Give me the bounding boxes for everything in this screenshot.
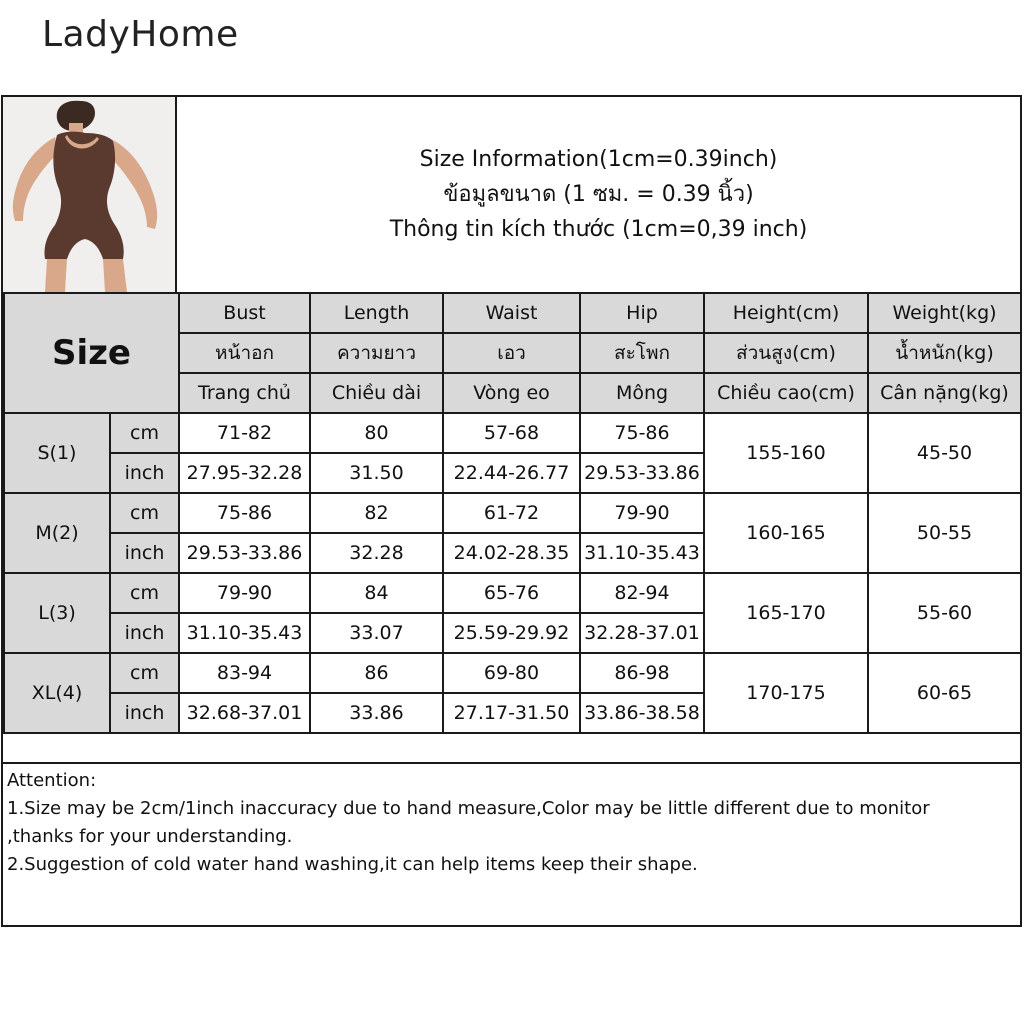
- title-thai: ข้อมูลขนาด (1 ซม. = 0.39 นิ้ว): [443, 182, 754, 207]
- col-header-height-th: ส่วนสูง(cm): [704, 333, 868, 373]
- cell-bust-inch: 29.53-33.86: [179, 533, 310, 573]
- table-row: [4, 653, 1021, 693]
- notes-heading: Attention:: [7, 770, 97, 791]
- cell-hip-inch: 33.86-38.58: [580, 693, 704, 733]
- note-line-2: 2.Suggestion of cold water hand washing,it can help items keep their shape.: [7, 854, 698, 875]
- col-header-waist: Waist: [443, 293, 580, 333]
- cell-bust-inch: 27.95-32.28: [179, 453, 310, 493]
- cell-waist-cm: 61-72: [443, 493, 580, 533]
- cell-bust-inch: 31.10-35.43: [179, 613, 310, 653]
- col-header-waist-vi: Vòng eo: [443, 373, 580, 413]
- size-information-title: [177, 97, 1020, 294]
- cell-length-cm: 80: [310, 413, 443, 453]
- unit-cm: cm: [110, 653, 179, 693]
- model-bodysuit-image: [3, 97, 175, 292]
- col-header-bust-th: หน้าอก: [179, 333, 310, 373]
- col-header-hip: Hip: [580, 293, 704, 333]
- brand-logo-text: LadyHome: [42, 14, 239, 55]
- col-header-length-th: ความยาว: [310, 333, 443, 373]
- size-table: [3, 292, 1022, 734]
- cell-waist-cm: 65-76: [443, 573, 580, 613]
- cell-waist-inch: 24.02-28.35: [443, 533, 580, 573]
- unit-cm: cm: [110, 573, 179, 613]
- cell-bust-inch: 32.68-37.01: [179, 693, 310, 733]
- col-header-bust-vi: Trang chủ: [179, 373, 310, 413]
- col-header-weight-vi: Cân nặng(kg): [868, 373, 1021, 413]
- col-header-height-vi: Chiều cao(cm): [704, 373, 868, 413]
- cell-hip-cm: 75-86: [580, 413, 704, 453]
- cell-length-cm: 86: [310, 653, 443, 693]
- col-header-hip-vi: Mông: [580, 373, 704, 413]
- cell-height: 170-175: [704, 653, 868, 733]
- attention-notes: [3, 762, 1020, 925]
- header-row-english: [4, 293, 1021, 333]
- cell-hip-cm: 79-90: [580, 493, 704, 533]
- cell-length-cm: 84: [310, 573, 443, 613]
- cell-waist-inch: 25.59-29.92: [443, 613, 580, 653]
- cell-height: 155-160: [704, 413, 868, 493]
- product-photo: [3, 97, 177, 294]
- col-header-hip-th: สะโพก: [580, 333, 704, 373]
- col-header-length: Length: [310, 293, 443, 333]
- note-line-1-continued: ,thanks for your understanding.: [7, 826, 293, 847]
- unit-cm: cm: [110, 413, 179, 453]
- col-header-waist-th: เอว: [443, 333, 580, 373]
- cell-weight: 55-60: [868, 573, 1021, 653]
- size-column-header: Size: [4, 293, 179, 413]
- table-row: [4, 413, 1021, 453]
- cell-height: 165-170: [704, 573, 868, 653]
- cell-waist-cm: 57-68: [443, 413, 580, 453]
- cell-hip-inch: 31.10-35.43: [580, 533, 704, 573]
- cell-hip-inch: 29.53-33.86: [580, 453, 704, 493]
- note-line-1: 1.Size may be 2cm/1inch inaccuracy due to hand measure,Color may be little different due to monitor: [7, 798, 930, 819]
- cell-bust-cm: 83-94: [179, 653, 310, 693]
- col-header-weight-th: น้ำหนัก(kg): [868, 333, 1021, 373]
- title-vietnamese: Thông tin kích thước (1cm=0,39 inch): [389, 217, 808, 242]
- cell-waist-inch: 27.17-31.50: [443, 693, 580, 733]
- unit-cm: cm: [110, 493, 179, 533]
- size-label-m: M(2): [4, 493, 110, 573]
- cell-length-cm: 82: [310, 493, 443, 533]
- col-header-height: Height(cm): [704, 293, 868, 333]
- size-label-s: S(1): [4, 413, 110, 493]
- cell-bust-cm: 79-90: [179, 573, 310, 613]
- size-label-l: L(3): [4, 573, 110, 653]
- size-label-xl: XL(4): [4, 653, 110, 733]
- table-row: [4, 493, 1021, 533]
- cell-waist-cm: 69-80: [443, 653, 580, 693]
- cell-length-inch: 33.07: [310, 613, 443, 653]
- size-chart-sheet: [1, 95, 1022, 927]
- cell-length-inch: 31.50: [310, 453, 443, 493]
- cell-bust-cm: 75-86: [179, 493, 310, 533]
- col-header-weight: Weight(kg): [868, 293, 1021, 333]
- table-row: [4, 573, 1021, 613]
- unit-inch: inch: [110, 453, 179, 493]
- col-header-length-vi: Chiều dài: [310, 373, 443, 413]
- col-header-bust: Bust: [179, 293, 310, 333]
- cell-length-inch: 33.86: [310, 693, 443, 733]
- cell-hip-inch: 32.28-37.01: [580, 613, 704, 653]
- unit-inch: inch: [110, 693, 179, 733]
- cell-bust-cm: 71-82: [179, 413, 310, 453]
- cell-height: 160-165: [704, 493, 868, 573]
- cell-weight: 60-65: [868, 653, 1021, 733]
- unit-inch: inch: [110, 533, 179, 573]
- cell-length-inch: 32.28: [310, 533, 443, 573]
- unit-inch: inch: [110, 613, 179, 653]
- cell-waist-inch: 22.44-26.77: [443, 453, 580, 493]
- cell-hip-cm: 82-94: [580, 573, 704, 613]
- title-english: Size Information(1cm=0.39inch): [419, 147, 778, 172]
- cell-weight: 45-50: [868, 413, 1021, 493]
- cell-hip-cm: 86-98: [580, 653, 704, 693]
- cell-weight: 50-55: [868, 493, 1021, 573]
